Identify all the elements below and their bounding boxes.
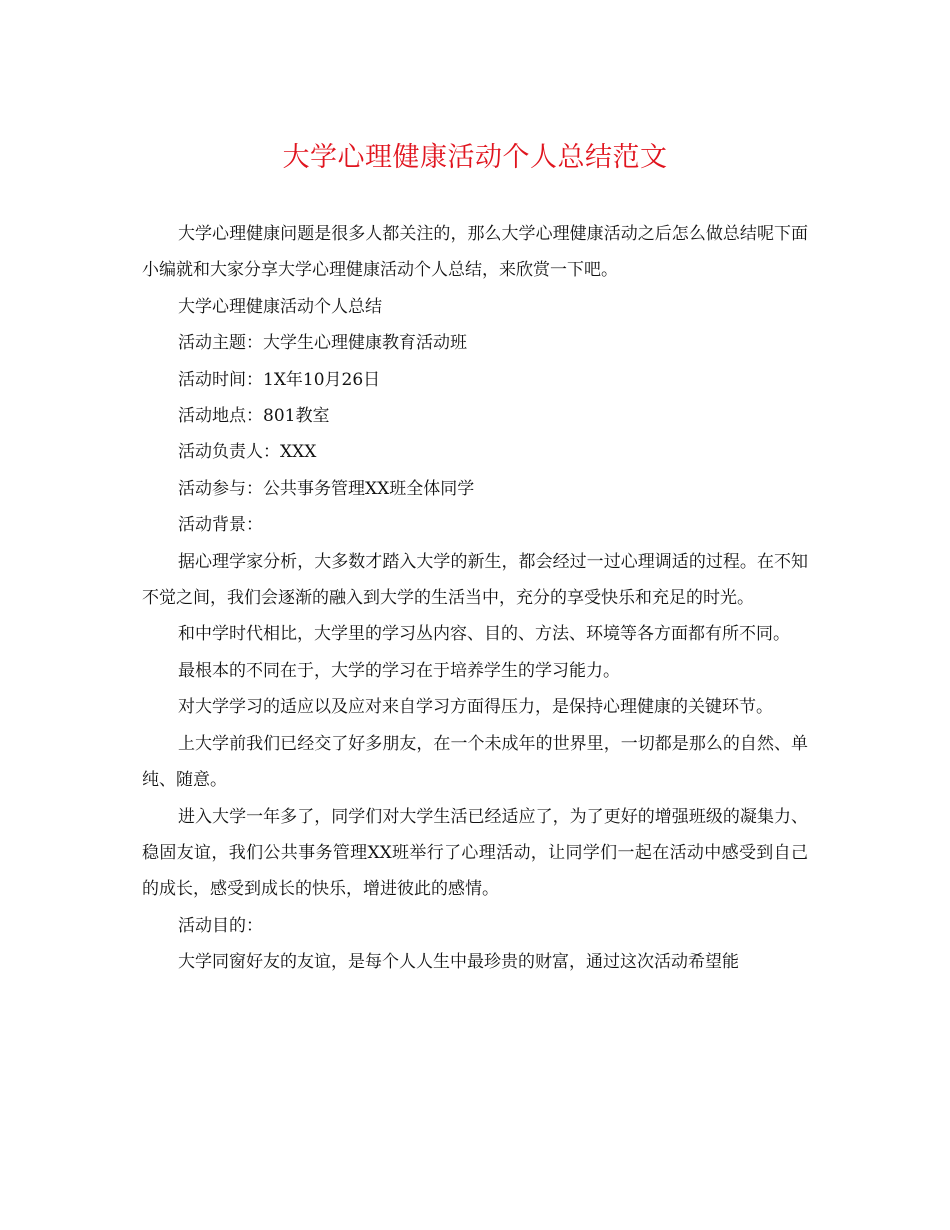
activity-time: 活动时间：1X年10月26日	[178, 369, 381, 390]
background-paragraph-2: 和中学时代相比，大学里的学习丛内容、目的、方法、环境等各方面都有所不同。	[178, 624, 790, 645]
activity-theme: 活动主题：大学生心理健康教育活动班	[178, 333, 467, 354]
activity-participants: 活动参与：公共事务管理XX班全体同学	[178, 478, 475, 499]
intro-paragraph: 大学心理健康问题是很多人都关注的，那么大学心理健康活动之后怎么做总结呢下面小编就和大家分享大学心理健康活动个人总结，来欣赏一下吧。	[142, 224, 808, 281]
purpose-heading: 活动目的：	[178, 915, 263, 936]
purpose-paragraph: 大学同窗好友的友谊，是每个人人生中最珍贵的财富，通过这次活动希望能	[178, 952, 739, 973]
activity-leader: 活动负责人：XXX	[178, 442, 317, 463]
section-heading: 大学心理健康活动个人总结	[178, 296, 382, 317]
background-paragraph-6: 进入大学一年多了，同学们对大学生活已经适应了，为了更好的增强班级的凝集力、稳固友谊，我们公共事务管理XX班举行了心理活动，让同学们一起在活动中感受到自己的成长，感受到成长的快乐，增进彼此的感情。	[142, 806, 808, 900]
background-heading: 活动背景：	[178, 515, 263, 536]
background-paragraph-4: 对大学学习的适应以及应对来自学习方面得压力，是保持心理健康的关键环节。	[178, 697, 773, 718]
document-title: 大学心理健康活动个人总结范文	[282, 142, 668, 173]
document-body	[142, 216, 808, 981]
background-paragraph-3: 最根本的不同在于，大学的学习在于培养学生的学习能力。	[178, 660, 620, 681]
background-paragraph-5: 上大学前我们已经交了好多朋友，在一个未成年的世界里，一切都是那么的自然、单纯、随意。	[142, 733, 808, 791]
background-paragraph-1: 据心理学家分析，大多数才踏入大学的新生，都会经过一过心理调适的过程。在不知不觉之间，我们会逐渐的融入到大学的生活当中，充分的享受快乐和充足的时光。	[142, 551, 808, 609]
activity-location: 活动地点：801教室	[178, 406, 330, 427]
